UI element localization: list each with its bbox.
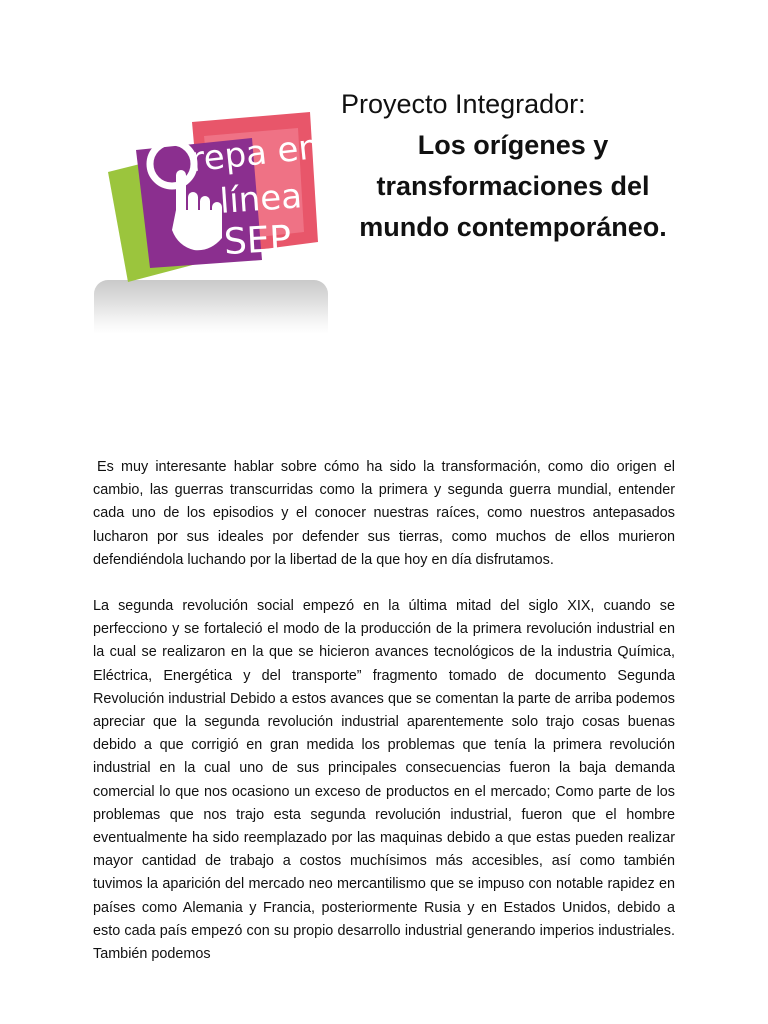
- document-title: [330, 84, 690, 248]
- prepa-en-linea-sep-logo: [92, 92, 332, 337]
- logo-text-line3: SEP: [222, 218, 293, 263]
- paragraph-1: Es muy interesante hablar sobre cómo ha sido la transformación, como dio origen el cambio, las guerras transcurridas como la primera y segunda guerra mundial, entender cada uno de los episodios y el conocer nuestras raíces, como nuestros antepasados lucharon por sus ideales por defender sus tierras, como muchos de ellos murieron defendiéndola luchando por la libertad de la que hoy en día disfrutamos.: [93, 459, 675, 568]
- title-line1: Proyecto Integrador:: [341, 89, 586, 119]
- document-body: [93, 456, 675, 966]
- paragraph-2: La segunda revolución social empezó en la última mitad del siglo XIX, cuando se perfecciono y se fortaleció el modo de la producción de la primera revolución industrial en la cual se realizaron en la que se hicieron avances tecnológicos de la industria Química, Eléctrica, Energética y del transporte” fragmento tomado de documento Segunda Revolución industrial Debido a estos avances que se comentan la parte de arriba podemos apreciar que la segunda revolución industrial aparentemente solo trajo cosas buenas debido a que corrigió en gran medida los problemas que tenía la primera revolución industrial en la cual uno de sus principales consecuencias fueron la baja demanda comercial lo que nos ocasiono un exceso de productos en el mercado; Como parte de los problemas que nos trajo esta segunda revolución industrial, fueron que el hombre eventualmente ha sido reemplazado por las maquinas debido a que estas pueden realizar mayor cantidad de trabajo a costos muchísimos más accesibles, así como también tuvimos la aparición del mercado neo mercantilismo que se impuso con notable rapidez en países como Alemania y Francia, posteriormente Rusia y en Estados Unidos, debido a esto cada país empezó con su propio desarrollo industrial generando imperios industriales. También podemos: [93, 598, 675, 963]
- logo-text-line1: repa en: [188, 126, 322, 181]
- logo-text-line2: línea: [218, 176, 304, 222]
- title-line2: Los orígenes y transformaciones del mundo contemporáneo.: [359, 130, 667, 242]
